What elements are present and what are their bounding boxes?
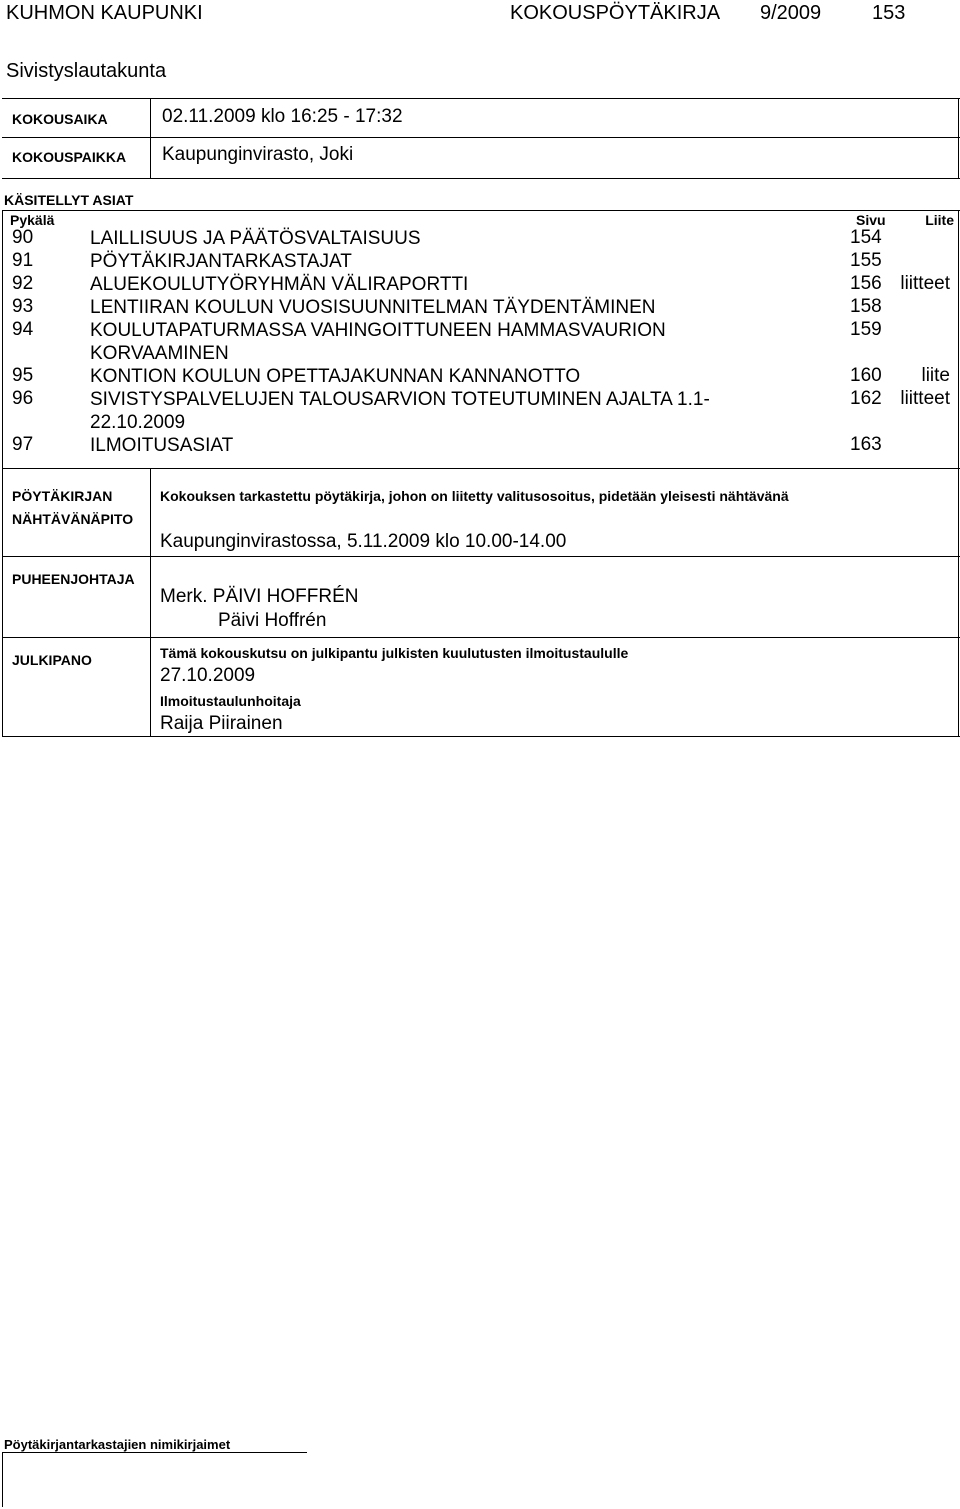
board-name: Sivistyslautakunta: [6, 60, 167, 82]
meeting-box-right: [958, 98, 959, 178]
item-number: 95: [12, 365, 34, 386]
meeting-box-top: [2, 98, 960, 99]
item-page: 160: [850, 365, 882, 386]
item-number: 91: [12, 250, 34, 271]
meeting-box-bottom: [2, 178, 960, 179]
chair-signed: Merk. PÄIVI HOFFRÉN: [160, 586, 359, 607]
page-number: 153: [872, 2, 906, 24]
col-header-section: Pykälä: [10, 212, 55, 228]
item-attachment: liite: [921, 365, 950, 386]
info-box-left: [2, 468, 3, 736]
publication-text: Tämä kokouskutsu on julkipantu julkisten kuulutusten ilmoitustaululle: [160, 645, 629, 661]
item-page: 155: [850, 250, 882, 271]
item-title: LENTIIRAN KOULUN VUOSISUUNNITELMAN TÄYDENTÄMINEN: [90, 297, 656, 318]
item-number: 92: [12, 273, 34, 294]
info-box-row-divider-1: [2, 556, 960, 557]
meeting-place-label: KOKOUSPAIKKA: [12, 149, 127, 165]
info-box-right: [958, 468, 959, 736]
info-box-divider-v: [150, 468, 151, 736]
item-page: 158: [850, 296, 882, 317]
chair-name: Päivi Hoffrén: [218, 610, 327, 631]
item-number: 97: [12, 434, 34, 455]
item-title: SIVISTYSPALVELUJEN TALOUSARVION TOTEUTUMINEN AJALTA 1.1-22.10.2009: [90, 389, 710, 433]
public-display-label-1: PÖYTÄKIRJAN: [12, 488, 113, 504]
signature-box-top: [2, 1452, 307, 1453]
meeting-box-mid: [2, 137, 960, 138]
item-page: 159: [850, 319, 882, 340]
item-title: KONTION KOULUN OPETTAJAKUNNAN KANNANOTTO: [90, 366, 581, 387]
item-number: 93: [12, 296, 34, 317]
item-page: 156: [850, 273, 882, 294]
col-header-attachment: Liite: [925, 212, 954, 228]
signature-box-left: [2, 1452, 3, 1507]
document-title: KOKOUSPÖYTÄKIRJA: [510, 2, 721, 24]
public-display-label-2: NÄHTÄVÄNÄPITO: [12, 511, 134, 527]
item-attachment: liitteet: [900, 388, 950, 409]
item-number: 96: [12, 388, 34, 409]
issue-number: 9/2009: [760, 2, 822, 24]
item-title: ILMOITUSASIAT: [90, 435, 234, 456]
public-display-place-time: Kaupunginvirastossa, 5.11.2009 klo 10.00-14.00: [160, 531, 567, 552]
meeting-place-value: Kaupunginvirasto, Joki: [162, 144, 354, 165]
meeting-time-value: 02.11.2009 klo 16:25 - 17:32: [162, 106, 403, 127]
signatures-label: Pöytäkirjantarkastajien nimikirjaimet: [4, 1437, 231, 1452]
item-number: 90: [12, 227, 34, 248]
info-box-top: [2, 468, 960, 469]
publication-keeper-label: Ilmoitustaulunhoitaja: [160, 693, 301, 709]
item-page: 162: [850, 388, 882, 409]
publication-date: 27.10.2009: [160, 665, 256, 686]
meeting-box-divider-v: [150, 98, 151, 178]
item-title: PÖYTÄKIRJANTARKASTAJAT: [90, 251, 352, 272]
meeting-time-label: KOKOUSAIKA: [12, 111, 108, 127]
info-box-row-divider-2: [2, 637, 960, 638]
item-title: ALUEKOULUTYÖRYHMÄN VÄLIRAPORTTI: [90, 274, 469, 295]
item-title: KOULUTAPATURMASSA VAHINGOITTUNEEN HAMMASVAURION KORVAAMINEN: [90, 320, 666, 364]
publication-keeper-name: Raija Piirainen: [160, 713, 283, 734]
item-page: 163: [850, 434, 882, 455]
items-section-title: KÄSITELLYT ASIAT: [4, 192, 134, 208]
items-box-top: [2, 210, 960, 211]
publication-label: JULKIPANO: [12, 652, 92, 668]
info-box-bottom: [2, 736, 960, 737]
chair-label: PUHEENJOHTAJA: [12, 571, 135, 587]
municipality-name: KUHMON KAUPUNKI: [6, 2, 203, 24]
item-page: 154: [850, 227, 882, 248]
col-header-page: Sivu: [856, 212, 886, 228]
items-box-right: [958, 210, 959, 468]
public-display-text: Kokouksen tarkastettu pöytäkirja, johon on liitetty valitusosoitus, pidetään yleisesti nähtävänä: [160, 488, 789, 504]
item-title: LAILLISUUS JA PÄÄTÖSVALTAISUUS: [90, 228, 421, 249]
item-attachment: liitteet: [900, 273, 950, 294]
items-box-left: [2, 210, 3, 468]
item-number: 94: [12, 319, 34, 340]
